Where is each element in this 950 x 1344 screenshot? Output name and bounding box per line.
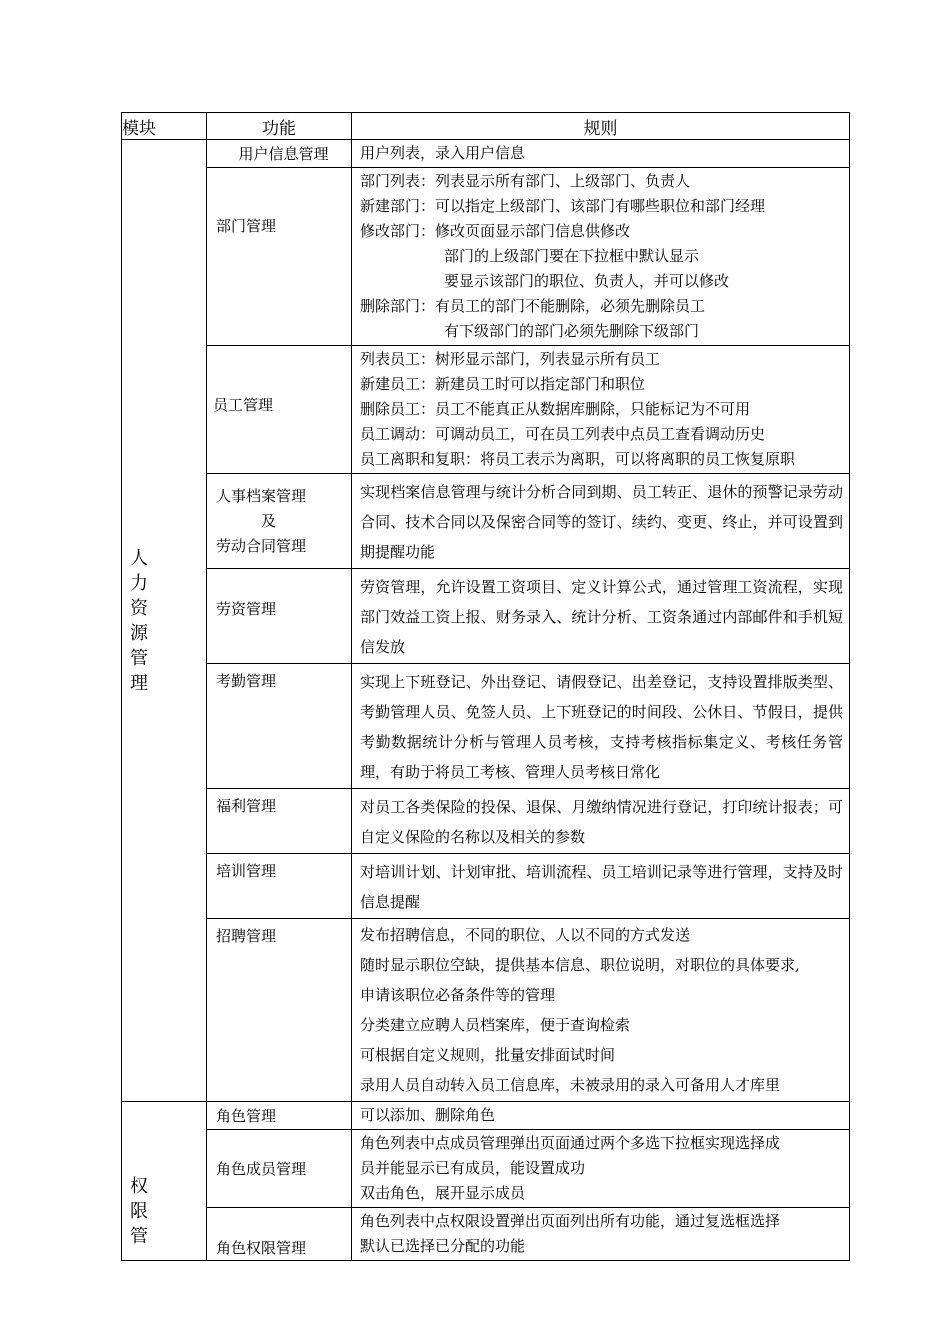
rules-cell: [352, 664, 850, 789]
rule-line: 双击角色，展开显示成员: [360, 1184, 526, 1202]
module-name: 人力资源管理: [130, 547, 148, 694]
table-row: [122, 1208, 850, 1261]
function-cell: 员工管理: [207, 346, 352, 474]
module-cell-permissions: [122, 1102, 207, 1261]
function-line: 人事档案管理: [216, 486, 307, 505]
rules-cell: [352, 1102, 850, 1130]
rule-line: 员并能显示已有成员，能设置成功: [360, 1159, 586, 1177]
table-row: [122, 664, 850, 789]
function-cell: 角色成员管理: [207, 1130, 352, 1208]
header-rules: 规则: [352, 113, 850, 140]
function-cell: 角色权限管理: [207, 1208, 352, 1261]
module-cell-hr: [122, 140, 207, 1102]
header-row: [122, 113, 850, 140]
rules-cell: [352, 474, 850, 569]
rule-line: 要显示该部门的职位、负责人，并可以修改: [444, 272, 730, 290]
rule-line: 员工调动：可调动员工，可在员工列表中点员工查看调动历史: [360, 425, 766, 443]
rule-line: 分类建立应聘人员档案库，便于查询检索: [360, 1016, 631, 1034]
header-module: 模块: [122, 113, 207, 140]
rule-line: 修改部门：修改页面显示部门信息供修改: [360, 222, 631, 240]
rules-cell: [352, 789, 850, 854]
table-row: [122, 1102, 850, 1130]
function-cell: 培训管理: [207, 854, 352, 919]
rule-line: 新建部门：可以指定上级部门、该部门有哪些职位和部门经理: [360, 197, 766, 215]
rule-line: 可根据自定义规则，批量安排面试时间: [360, 1046, 616, 1064]
rule-line: 新建员工：新建员工时可以指定部门和职位: [360, 375, 646, 393]
rule-line: 用户列表，录入用户信息: [360, 144, 526, 162]
rule-line: 随时显示职位空缺，提供基本信息、职位说明，对职位的具体要求,: [360, 956, 800, 974]
rules-cell: [352, 1208, 850, 1261]
table-row: [122, 140, 850, 168]
function-line: 劳动合同管理: [216, 536, 307, 555]
table-row: [122, 854, 850, 919]
rule-line: 发布招聘信息，不同的职位、人以不同的方式发送: [360, 926, 691, 944]
function-cell: [207, 474, 352, 569]
rule-line: 列表员工：树形显示部门，列表显示所有员工: [360, 350, 661, 368]
function-cell: 考勤管理: [207, 664, 352, 789]
rule-line: 默认已选择已分配的功能: [360, 1237, 526, 1255]
spec-table: [121, 112, 850, 1261]
rule-paragraph: 实现上下班登记、外出登记、请假登记、出差登记，支持设置排版类型、考勤管理人员、免签人员、上下班登记的时间段、公休日、节假日，提供考勤数据统计分析与管理人员考核，支持考核指标集定义、考核任务管理，有助于将员工考核、管理人员考核日常化: [360, 673, 843, 781]
rules-cell: [352, 346, 850, 474]
rule-paragraph: 对员工各类保险的投保、退保、月缴纳情况进行登记，打印统计报表；可自定义保险的名称以及相关的参数: [360, 798, 843, 846]
header-function: 功能: [207, 113, 352, 140]
rule-line: 有下级部门的部门必须先删除下级部门: [444, 322, 700, 340]
rule-line: 可以添加、删除角色: [360, 1106, 496, 1124]
rule-line: 录用人员自动转入员工信息库，未被录用的录入可备用人才库里: [360, 1076, 781, 1094]
table-row: [122, 789, 850, 854]
table-row: [122, 919, 850, 1102]
rule-line: 删除部门：有员工的部门不能删除，必须先删除员工: [360, 297, 706, 315]
rules-cell: [352, 140, 850, 168]
module-name: 权限管: [130, 1175, 148, 1247]
function-cell: 角色管理: [207, 1102, 352, 1130]
table-row: [122, 474, 850, 569]
rule-line: 部门的上级部门要在下拉框中默认显示: [444, 247, 700, 265]
table-row: [122, 569, 850, 664]
rules-cell: [352, 1130, 850, 1208]
function-cell: 劳资管理: [207, 569, 352, 664]
rule-paragraph: 劳资管理，允许设置工资项目、定义计算公式，通过管理工资流程，实现部门效益工资上报、财务录入、统计分析、工资条通过内部邮件和手机短信发放: [360, 578, 843, 656]
table-row: [122, 346, 850, 474]
rule-line: 员工离职和复职：将员工表示为离职，可以将离职的员工恢复原职: [360, 450, 796, 468]
function-multiline: [216, 484, 351, 559]
rule-line: 角色列表中点权限设置弹出页面列出所有功能，通过复选框选择: [360, 1212, 781, 1230]
rules-cell: [352, 168, 850, 346]
table-row: [122, 1130, 850, 1208]
rules-cell: [352, 569, 850, 664]
rules-cell: [352, 854, 850, 919]
function-cell: 部门管理: [207, 168, 352, 346]
rule-paragraph: 对培训计划、计划审批、培训流程、员工培训记录等进行管理，支持及时信息提醒: [360, 863, 843, 911]
function-cell: 福利管理: [207, 789, 352, 854]
function-cell: 招聘管理: [207, 919, 352, 1102]
rules-cell: [352, 919, 850, 1102]
table-row: [122, 168, 850, 346]
function-cell: 用户信息管理: [207, 140, 352, 168]
rule-line: 删除员工：员工不能真正从数据库删除，只能标记为不可用: [360, 400, 751, 418]
function-line: 及: [261, 511, 277, 530]
rule-line: 部门列表：列表显示所有部门、上级部门、负责人: [360, 172, 691, 190]
rule-line: 申请该职位必备条件等的管理: [360, 986, 556, 1004]
rule-line: 角色列表中点成员管理弹出页面通过两个多选下拉框实现选择成: [360, 1134, 781, 1152]
rule-paragraph: 实现档案信息管理与统计分析合同到期、员工转正、退休的预警记录劳动合同、技术合同以及保密合同等的签订、续约、变更、终止，并可设置到期提醒功能: [360, 483, 843, 561]
